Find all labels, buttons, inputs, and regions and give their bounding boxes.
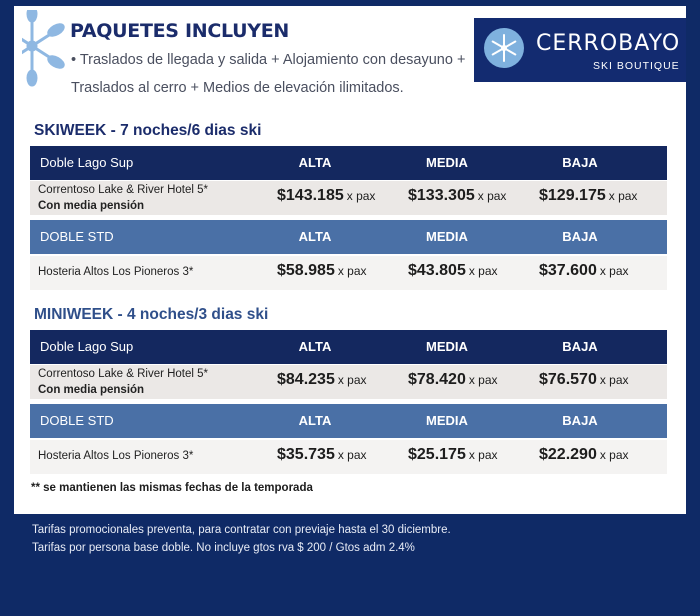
price-baja <box>539 187 637 205</box>
price-baja <box>539 371 629 389</box>
price-amount: $133.305 <box>408 187 475 204</box>
price-amount: $43.805 <box>408 262 466 279</box>
season-baja: BAJA <box>562 155 598 170</box>
room-type-label: Doble Lago Sup <box>40 339 134 354</box>
table-row <box>30 440 667 474</box>
table-row <box>30 256 667 290</box>
room-type-label: Doble Lago Sup <box>40 155 134 170</box>
includes-line-2: Traslados al cerro + Medios de elevación ilimitados. <box>71 80 404 96</box>
season-media: MEDIA <box>426 339 468 354</box>
price-amount: $22.290 <box>539 446 597 463</box>
board-type: Con media pensión <box>38 384 145 396</box>
price-media <box>408 371 498 389</box>
price-baja <box>539 446 629 464</box>
price-unit: x pax <box>337 448 367 462</box>
price-unit: x pax <box>599 264 629 278</box>
season-baja: BAJA <box>562 413 598 428</box>
price-media <box>408 187 506 205</box>
table-row <box>30 365 667 399</box>
price-unit: x pax <box>608 189 638 203</box>
price-media <box>408 262 498 280</box>
season-media: MEDIA <box>426 413 468 428</box>
price-unit: x pax <box>468 448 498 462</box>
cerrobayo-logo <box>474 18 686 82</box>
season-baja: BAJA <box>562 339 598 354</box>
price-media <box>408 446 498 464</box>
season-alta: ALTA <box>298 339 332 354</box>
price-amount: $76.570 <box>539 371 597 388</box>
season-alta: ALTA <box>298 413 332 428</box>
price-baja <box>539 262 629 280</box>
price-unit: x pax <box>337 373 367 387</box>
price-amount: $25.175 <box>408 446 466 463</box>
price-alta <box>277 371 367 389</box>
price-amount: $58.985 <box>277 262 335 279</box>
packages-card <box>14 6 686 514</box>
price-amount: $37.600 <box>539 262 597 279</box>
price-alta <box>277 187 375 205</box>
price-amount: $129.175 <box>539 187 606 204</box>
price-unit: x pax <box>468 373 498 387</box>
logo-tagline: SKI BOUTIQUE <box>593 60 680 72</box>
board-type: Con media pensión <box>38 200 145 212</box>
room-type-label: DOBLE STD <box>40 413 114 428</box>
bottom-note-1: Tarifas promocionales preventa, para contratar con previaje hasta el 30 diciembre. <box>32 524 451 536</box>
price-amount: $35.735 <box>277 446 335 463</box>
logo-snowflake-icon <box>484 28 524 68</box>
price-alta <box>277 446 367 464</box>
price-unit: x pax <box>599 373 629 387</box>
price-unit: x pax <box>599 448 629 462</box>
price-amount: $78.420 <box>408 371 466 388</box>
bottom-note-2: Tarifas por persona base doble. No incluye gtos rva $ 200 / Gtos adm 2.4% <box>32 542 415 554</box>
table-header-row <box>30 146 667 180</box>
table-header-row <box>30 220 667 254</box>
price-unit: x pax <box>337 264 367 278</box>
price-unit: x pax <box>477 189 507 203</box>
hotel-name: Hosteria Altos Los Pioneros 3* <box>38 266 194 278</box>
season-alta: ALTA <box>298 229 332 244</box>
season-alta: ALTA <box>298 155 332 170</box>
logo-name: CERROBAYO <box>536 31 681 56</box>
page-title: PAQUETES INCLUYEN <box>70 20 289 42</box>
season-baja: BAJA <box>562 229 598 244</box>
price-unit: x pax <box>468 264 498 278</box>
hotel-name: Correntoso Lake & River Hotel 5* <box>38 368 209 380</box>
price-amount: $143.185 <box>277 187 344 204</box>
table-header-row <box>30 330 667 364</box>
season-media: MEDIA <box>426 229 468 244</box>
price-unit: x pax <box>346 189 376 203</box>
footnote: ** se mantienen las mismas fechas de la temporada <box>31 482 313 494</box>
includes-line-1: • Traslados de llegada y salida + Alojamiento con desayuno + <box>71 52 466 68</box>
hotel-name: Hosteria Altos Los Pioneros 3* <box>38 450 194 462</box>
skiweek-heading: SKIWEEK - 7 noches/6 dias ski <box>34 122 262 139</box>
price-amount: $84.235 <box>277 371 335 388</box>
season-media: MEDIA <box>426 155 468 170</box>
table-row <box>30 181 667 215</box>
room-type-label: DOBLE STD <box>40 229 114 244</box>
hotel-name: Correntoso Lake & River Hotel 5* <box>38 184 209 196</box>
miniweek-heading: MINIWEEK - 4 noches/3 dias ski <box>34 306 269 323</box>
table-header-row <box>30 404 667 438</box>
price-alta <box>277 262 367 280</box>
